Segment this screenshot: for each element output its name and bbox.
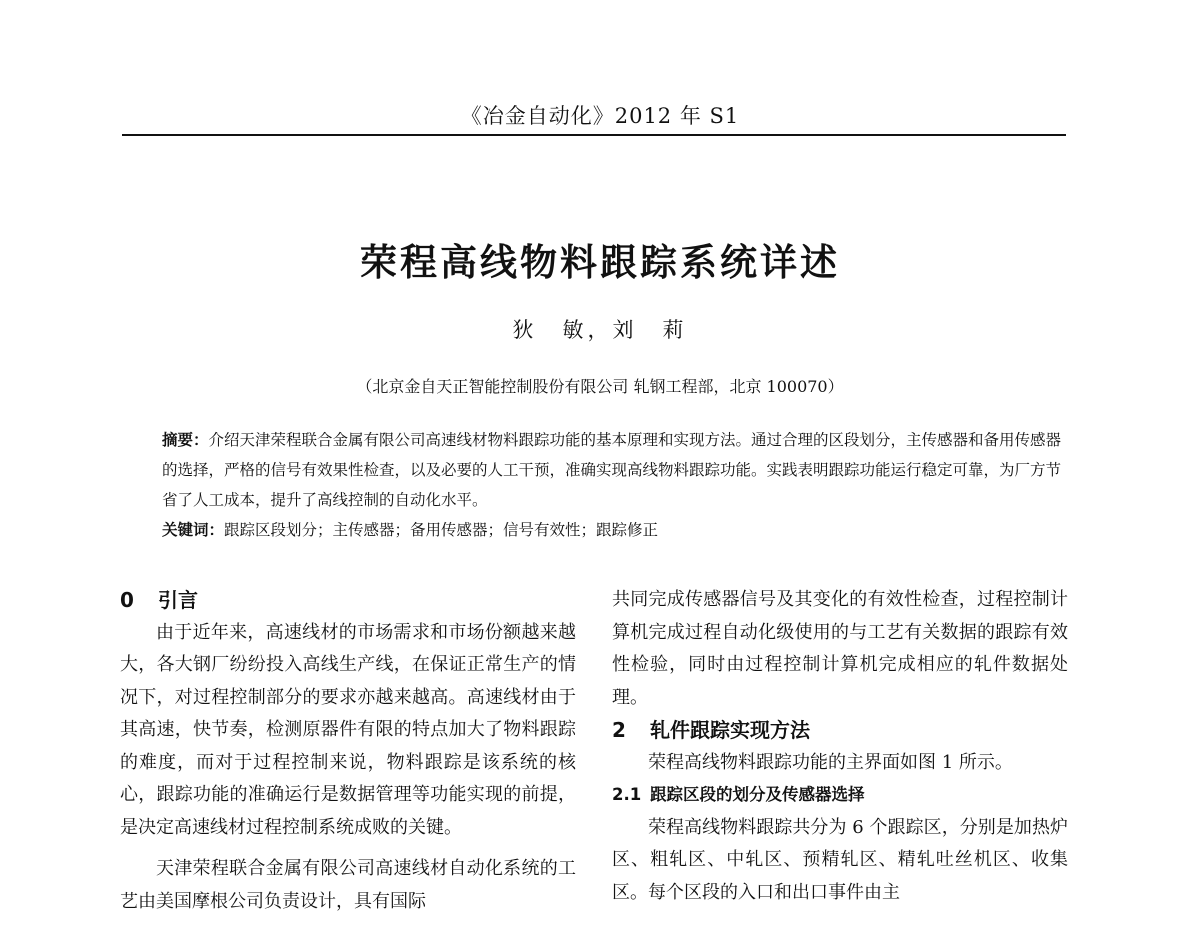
section-2-title: 轧件跟踪实现方法	[650, 718, 810, 742]
section-2-1-number: 2.1	[612, 785, 642, 804]
authors: 狄 敏，刘 莉	[512, 318, 688, 342]
section-0-heading	[120, 584, 576, 617]
journal-header: 《冶金自动化》2012 年 S1	[460, 104, 740, 128]
left-column	[120, 584, 576, 918]
continued-paragraph: 共同完成传感器信号及其变化的有效性检查，过程控制计算机完成过程自动化级使用的与工艺有关数据的跟踪有效性检验，同时由过程控制计算机完成相应的轧件数据处理。	[612, 589, 1068, 708]
keywords	[162, 515, 1062, 545]
abstract	[162, 425, 1062, 515]
header-rule	[122, 134, 1066, 136]
section-0-paragraph-2: 天津荣程联合金属有限公司高速线材自动化系统的工艺由美国摩根公司负责设计，具有国际	[120, 858, 576, 912]
section-2-1-heading	[612, 779, 1068, 812]
section-0-title: 引言	[158, 588, 198, 612]
paper-title: 荣程高线物料跟踪系统详述	[360, 241, 840, 284]
abstract-label: 摘要：	[162, 431, 209, 449]
section-2-number: 2	[612, 718, 626, 742]
section-2-heading	[612, 714, 1068, 747]
right-column	[612, 584, 1068, 909]
keywords-label: 关键词：	[162, 521, 225, 539]
section-2-paragraph-1: 荣程高线物料跟踪功能的主界面如图 1 所示。	[648, 751, 1013, 773]
abstract-block	[162, 425, 1062, 545]
affiliation: （北京金自天正智能控制股份有限公司 轧钢工程部，北京 100070）	[356, 377, 844, 396]
section-2-1-paragraph-1: 荣程高线物料跟踪共分为 6 个跟踪区，分别是加热炉区、粗轧区、中轧区、预精轧区、精轧吐丝机区、收集区。每个区段的入口和出口事件由主	[612, 816, 1068, 903]
section-2-1-title: 跟踪区段的划分及传感器选择	[650, 785, 865, 804]
section-0-number: 0	[120, 588, 134, 612]
abstract-text: 介绍天津荣程联合金属有限公司高速线材物料跟踪功能的基本原理和实现方法。通过合理的区段划分，主传感器和备用传感器的选择，严格的信号有效果性检查，以及必要的人工干预，准确实现高线物料跟踪功能。实践表明跟踪功能运行稳定可靠，为厂方节省了人工成本，提升了高线控制的自动化水平。	[162, 431, 1062, 509]
section-0-paragraph-1: 由于近年来，高速线材的市场需求和市场份额越来越大，各大钢厂纷纷投入高线生产线，在保证正常生产的情况下，对过程控制部分的要求亦越来越高。高速线材由于其高速，快节奏，检测原器件有限的特点加大了物料跟踪的难度，而对于过程控制来说，物料跟踪是该系统的核心，跟踪功能的准确运行是数据管理等功能实现的前提，是决定高速线材过程控制系统成败的关键。	[120, 621, 576, 838]
keywords-text: 跟踪区段划分；主传感器；备用传感器；信号有效性；跟踪修正	[224, 521, 659, 539]
